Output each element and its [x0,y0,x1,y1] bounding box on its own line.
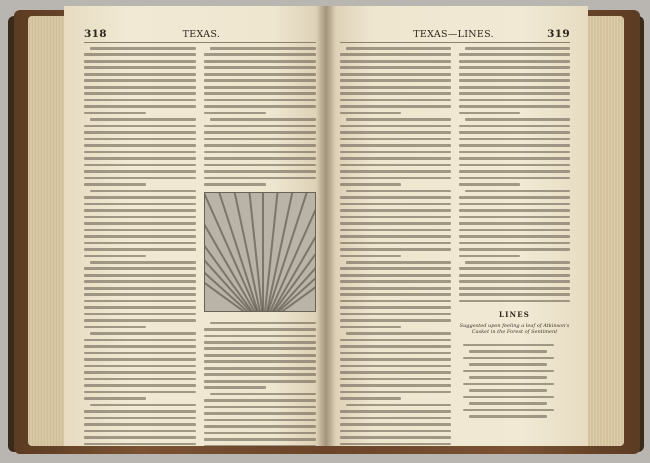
text-line [463,383,554,386]
text-line [459,60,570,63]
text-line [84,345,196,348]
text-line [459,229,570,232]
text-line [84,267,196,270]
text-line [84,242,196,245]
text-line [340,365,451,368]
text-line [340,92,451,95]
text-line [84,138,196,141]
text-line [459,293,570,296]
text-line [90,404,196,407]
text-line [84,66,196,69]
text-line [84,112,146,115]
text-line [84,300,196,303]
text-line [465,190,570,193]
text-line [340,397,401,400]
text-line [340,378,451,381]
text-line [204,170,316,173]
text-line [459,138,570,141]
text-line [459,170,570,173]
text-line [340,345,451,348]
text-line [459,131,570,134]
text-line [84,131,196,134]
text-line [84,417,196,420]
text-line [346,47,451,50]
text-line [459,125,570,128]
text-line [204,347,316,350]
text-line [340,339,451,342]
text-line [340,53,451,56]
page-edges-left [28,16,68,446]
text-line [459,112,520,115]
book-gutter [316,6,336,446]
text-line [459,242,570,245]
text-line [469,350,547,353]
text-line [340,86,451,89]
text-line [204,105,316,108]
text-line [340,60,451,63]
text-line [204,438,316,441]
text-line [204,92,316,95]
text-line [340,319,451,322]
engraving-stroke [262,192,264,312]
text-line [340,170,451,173]
left-column-1 [84,47,196,446]
text-line [84,216,196,219]
text-line [204,151,316,154]
text-line [340,203,451,206]
text-line [204,66,316,69]
text-line [340,326,401,329]
text-line [84,365,196,368]
text-line [84,391,196,394]
text-line [340,157,451,160]
right-column-1 [340,47,451,445]
text-line [346,261,451,264]
text-line [84,164,196,167]
text-line [459,267,570,270]
text-line [340,131,451,134]
text-line [459,105,570,108]
text-line [84,177,196,180]
text-line [463,344,554,347]
text-line [84,203,196,206]
text-line [340,306,451,309]
text-line [204,99,316,102]
text-line [459,196,570,199]
text-line [340,255,401,258]
text-line [340,138,451,141]
text-line [459,274,570,277]
right-running-head: TEXAS—LINES. [413,29,494,40]
text-line [340,235,451,238]
text-line [346,118,451,121]
text-line [84,196,196,199]
text-line [84,430,196,433]
text-line [84,86,196,89]
engraving-illustration [204,192,316,312]
text-line [210,322,316,325]
text-line [204,328,316,331]
text-line [84,423,196,426]
text-line [340,423,451,426]
right-page [326,6,588,446]
text-line [84,326,146,329]
text-line [340,352,451,355]
text-line [204,386,266,389]
text-line [84,209,196,212]
text-line [465,261,570,264]
text-line [465,47,570,50]
text-line [459,53,570,56]
text-line [340,242,451,245]
text-line [340,417,451,420]
text-line [469,389,547,392]
text-line [84,222,196,225]
text-line [459,92,570,95]
text-line [90,118,196,121]
text-line [84,371,196,374]
text-line [204,73,316,76]
text-line [340,164,451,167]
text-line [84,384,196,387]
text-line [84,157,196,160]
text-line [84,358,196,361]
text-line [84,248,196,251]
text-line [204,144,316,147]
text-line [204,335,316,338]
text-line [204,112,266,115]
text-line [459,144,570,147]
text-line [204,183,266,186]
left-page [64,6,326,446]
text-line [84,125,196,128]
text-line [340,216,451,219]
text-line [340,125,451,128]
text-line [459,183,520,186]
text-line [459,99,570,102]
text-line [465,118,570,121]
text-line [84,99,196,102]
text-line [340,300,451,303]
text-line [204,131,316,134]
text-line [340,280,451,283]
left-column-2-top-text [204,47,316,186]
text-line [84,170,196,173]
text-line [204,367,316,370]
text-line [463,409,554,412]
text-line [204,360,316,363]
text-line [84,306,196,309]
text-line [84,53,196,56]
text-line [84,339,196,342]
text-line [459,222,570,225]
text-line [459,235,570,238]
text-line [340,443,451,446]
right-column-2-text [459,47,570,302]
text-line [459,79,570,82]
text-line [210,47,316,50]
text-line [340,358,451,361]
left-page-number: 318 [84,28,107,40]
text-line [340,313,451,316]
text-line [84,397,146,400]
text-line [469,402,547,405]
text-line [84,144,196,147]
text-line [463,357,554,360]
text-line [340,391,451,394]
text-line [459,203,570,206]
text-line [459,164,570,167]
left-running-head: TEXAS. [182,29,221,40]
text-line [204,177,316,180]
text-line [340,112,401,115]
text-line [340,79,451,82]
text-line [459,280,570,283]
text-line [459,300,570,303]
right-page-columns [340,47,570,445]
left-page-columns [84,47,316,446]
text-line [459,255,520,258]
text-line [84,443,196,446]
text-line [340,99,451,102]
text-line [204,60,316,63]
text-line [459,157,570,160]
text-line [340,177,451,180]
text-line [340,229,451,232]
text-line [469,376,547,379]
left-column-2-bottom-text [204,322,316,446]
left-column-2 [204,47,316,446]
text-line [346,190,451,193]
text-line [204,399,316,402]
text-line [340,274,451,277]
text-line [84,319,196,322]
text-line [340,66,451,69]
text-line [340,436,451,439]
text-line [459,66,570,69]
text-line [346,404,451,407]
text-line [463,370,554,373]
text-line [210,393,316,396]
text-line [463,396,554,399]
text-line [340,209,451,212]
text-line [340,287,451,290]
text-line [340,248,451,251]
poem-body [459,344,570,418]
text-line [84,352,196,355]
text-line [210,118,316,121]
text-line [340,196,451,199]
text-line [204,432,316,435]
text-line [84,92,196,95]
right-page-number: 319 [547,28,570,40]
text-line [84,183,146,186]
text-line [459,209,570,212]
text-line [84,274,196,277]
text-line [204,425,316,428]
text-line [84,79,196,82]
text-line [90,47,196,50]
text-line [204,380,316,383]
text-line [459,216,570,219]
text-line [459,248,570,251]
text-line [84,287,196,290]
text-line [84,436,196,439]
text-line [84,378,196,381]
poem-title: LINES [499,310,530,320]
text-line [84,410,196,413]
text-line [90,190,196,193]
text-line [84,313,196,316]
text-line [204,79,316,82]
left-page-header [84,28,316,43]
text-line [459,73,570,76]
text-line [459,177,570,180]
text-line [459,86,570,89]
text-line [204,354,316,357]
text-line [90,261,196,264]
text-line [204,157,316,160]
text-line [204,373,316,376]
text-line [204,138,316,141]
text-line [340,144,451,147]
text-line [340,151,451,154]
text-line [84,280,196,283]
text-line [204,53,316,56]
text-line [84,73,196,76]
text-line [340,430,451,433]
poem-subtitle: Suggested upon feeling a leaf of Atkinson's Casket in the Forest of Sentiment [459,323,570,336]
text-line [346,332,451,335]
text-line [459,287,570,290]
right-page-header [340,28,570,43]
text-line [204,412,316,415]
text-line [204,86,316,89]
text-line [84,60,196,63]
text-line [84,293,196,296]
text-line [90,332,196,335]
text-line [204,341,316,344]
text-line [84,151,196,154]
text-line [340,222,451,225]
text-line [340,410,451,413]
text-line [84,105,196,108]
text-line [340,384,451,387]
text-line [84,255,146,258]
text-line [340,293,451,296]
text-line [469,363,547,366]
text-line [459,151,570,154]
text-line [469,415,547,418]
text-line [204,419,316,422]
text-line [340,371,451,374]
text-line [84,229,196,232]
text-line [340,105,451,108]
text-line [204,164,316,167]
right-column-2 [459,47,570,445]
text-line [204,445,316,446]
text-line [204,125,316,128]
text-line [204,406,316,409]
page-edges-right [584,16,624,446]
text-line [340,73,451,76]
text-line [340,183,401,186]
text-line [340,267,451,270]
text-line [84,235,196,238]
